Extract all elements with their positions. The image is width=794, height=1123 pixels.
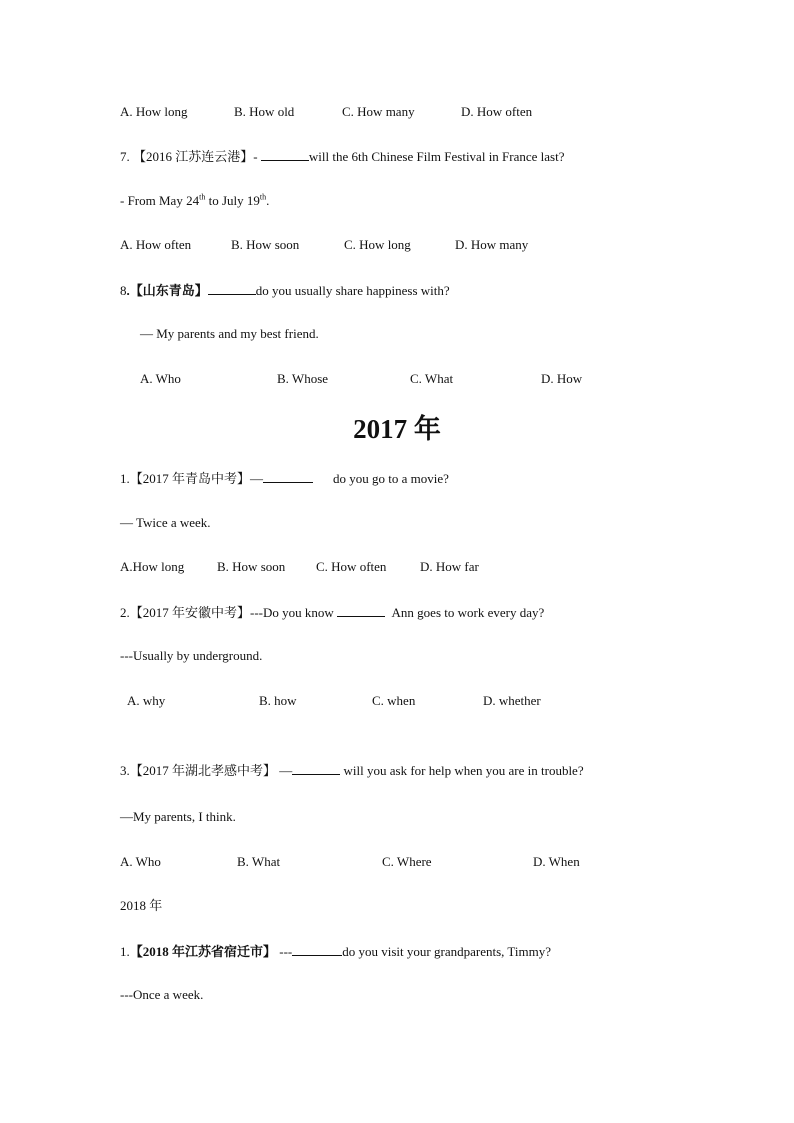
y2017-q2-stem: Ann goes to work every day? <box>391 605 545 620</box>
y2017-q1-source-tag: 1.【2017 年青岛中考】— <box>120 471 264 486</box>
y2017-q3-option-c: C. Where <box>382 854 432 869</box>
q8-option-a: A. Who <box>140 371 181 386</box>
y2017-q1-option-b: B. How soon <box>217 559 286 574</box>
q7-option-b: B. How soon <box>231 237 300 252</box>
q8-option-b: B. Whose <box>277 371 329 386</box>
q7-question <box>120 148 565 165</box>
y2018-q1-lead: --- <box>276 944 293 959</box>
section-heading-2017: 2017 年 <box>353 414 441 444</box>
q7-superscript: th <box>259 192 267 202</box>
y2017-q1-option-d: D. How far <box>420 559 479 574</box>
y2017-q2-option-b: B. how <box>259 693 297 708</box>
y2017-q2-option-c: C. when <box>372 693 416 708</box>
y2017-q3-option-b: B. What <box>237 854 281 869</box>
y2017-q3-option-d: D. When <box>533 854 580 869</box>
y2017-q1-stem: do you go to a movie? <box>333 471 449 486</box>
q7-option-d: D. How many <box>455 237 529 252</box>
q7-answer <box>120 193 269 209</box>
y2017-q1-option-a: A.How long <box>120 559 185 574</box>
q7-stem: will the 6th Chinese Film Festival in France last? <box>308 149 565 164</box>
y2017-q2-question <box>120 604 544 621</box>
y2017-q3-answer: —My parents, I think. <box>120 809 236 824</box>
y2017-q1-option-c: C. How often <box>316 559 387 574</box>
q7-answer-part: - From May 24 <box>120 193 200 208</box>
y2017-q2-answer: ---Usually by underground. <box>120 648 263 663</box>
y2018-q1-number: 1. <box>120 944 130 959</box>
y2017-q3-source-tag: 3.【2017 年湖北孝感中考】 — <box>120 763 293 778</box>
answer-blank <box>261 148 309 161</box>
q6-option-a: A. How long <box>120 104 188 119</box>
y2017-q1-answer: — Twice a week. <box>120 515 211 530</box>
y2017-q2-option-d: D. whether <box>483 693 541 708</box>
q8-option-d: D. How <box>541 371 583 386</box>
q8-option-c: C. What <box>410 371 454 386</box>
q7-superscript: th <box>199 192 206 202</box>
q8-source-tag: .【山东青岛】 <box>126 283 208 298</box>
q8-answer: — My parents and my best friend. <box>140 326 319 341</box>
y2017-q3-question <box>120 762 584 779</box>
answer-blank <box>208 282 256 295</box>
y2018-q1-question <box>120 943 551 960</box>
answer-blank <box>337 604 385 617</box>
q6-option-b: B. How old <box>234 104 295 119</box>
q6-option-d: D. How often <box>461 104 533 119</box>
y2017-q2-source-tag: 2.【2017 年安徽中考】 <box>120 605 251 620</box>
q7-answer-part: to July 19 <box>205 193 260 208</box>
y2017-q3-option-a: A. Who <box>120 854 161 869</box>
q7-number: 7. <box>120 149 130 164</box>
section-heading-2018: 2018 年 <box>120 898 163 913</box>
y2017-q2-lead: ---Do you know <box>250 605 338 620</box>
answer-blank <box>292 762 340 775</box>
q7-source-tag: 【2016 江苏连云港】 <box>133 149 254 164</box>
q8-number: 8 <box>120 283 127 298</box>
y2018-q1-stem: do you visit your grandparents, Timmy? <box>342 944 551 959</box>
y2018-q1-answer: ---Once a week. <box>120 987 204 1002</box>
q6-option-c: C. How many <box>342 104 415 119</box>
answer-blank <box>263 470 313 483</box>
q7-lead: - <box>253 149 261 164</box>
y2017-q1-question <box>120 470 449 487</box>
q7-option-c: C. How long <box>344 237 411 252</box>
y2017-q2-option-a: A. why <box>127 693 166 708</box>
q7-option-a: A. How often <box>120 237 192 252</box>
y2017-q3-stem: will you ask for help when you are in trouble? <box>343 763 584 778</box>
q8-question <box>120 282 450 299</box>
q8-stem: do you usually share happiness with? <box>255 283 450 298</box>
q7-answer-part: . <box>266 193 270 208</box>
y2018-q1-source-tag: 【2018 年江苏省宿迁市】 <box>129 944 277 959</box>
answer-blank <box>292 943 342 956</box>
